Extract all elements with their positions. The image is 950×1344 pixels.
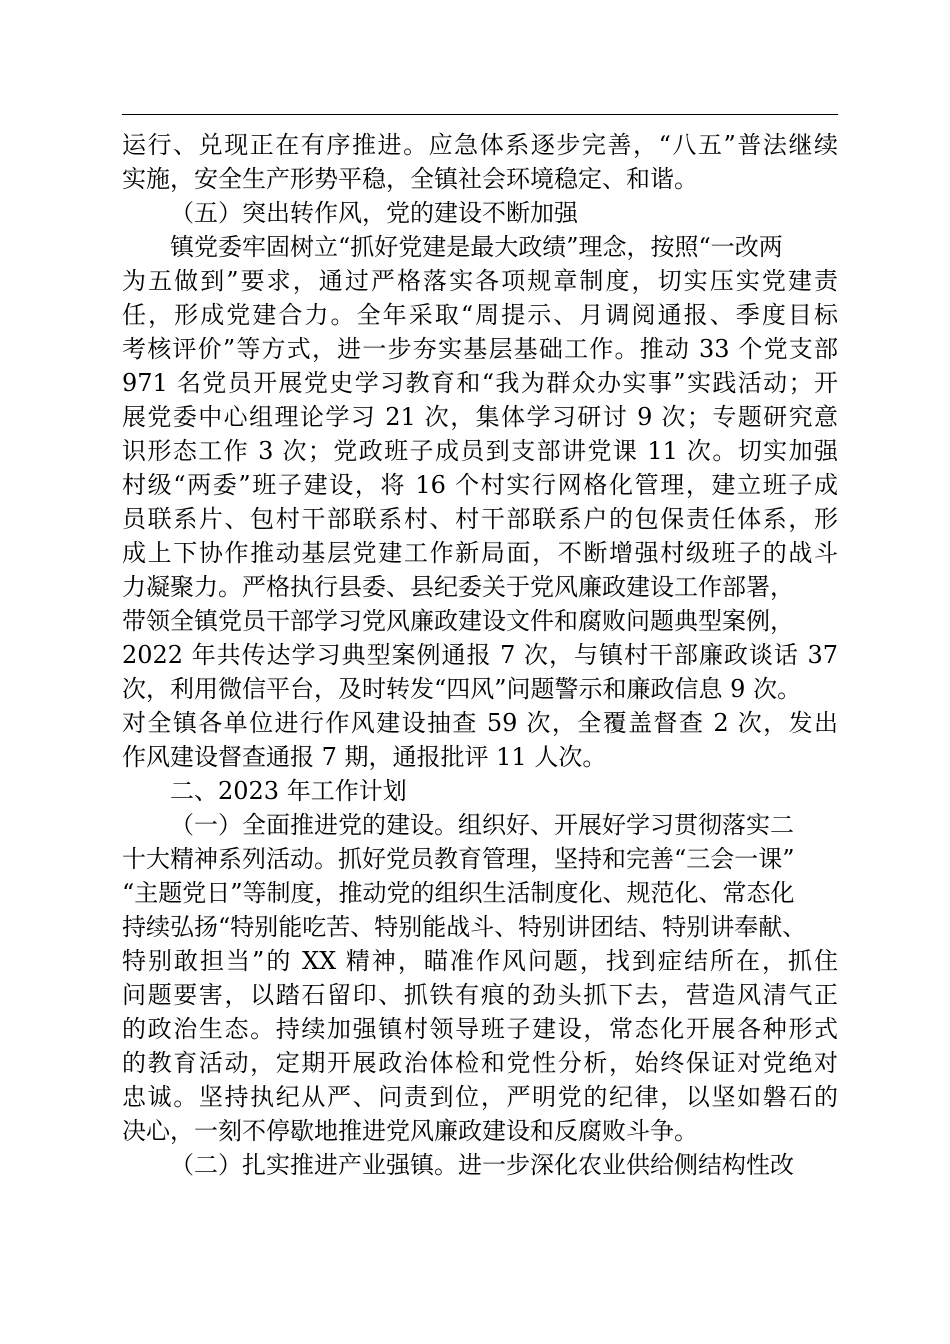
body-line: 特别敢担当”的 XX 精神，瞄准作风问题，找到症结所在，抓住 [122,947,838,975]
body-line: 决心，一刻不停歇地推进党风廉政建设和反腐败斗争。 [122,1117,698,1145]
body-line: 识形态工作 3 次；党政班子成员到支部讲党课 11 次。切实加强 [122,437,838,465]
body-line: 村级“两委”班子建设，将 16 个村实行网格化管理，建立班子成 [122,471,838,499]
body-line: 971 名党员开展党史学习教育和“我为群众办实事”实践活动；开 [122,369,838,397]
body-line: （一）全面推进党的建设。组织好、开展好学习贯彻落实二 [170,811,794,839]
body-line: 作风建设督查通报 7 期，通报批评 11 人次。 [122,743,607,771]
body-line: 忠诚。坚持执纪从严、问责到位，严明党的纪律，以坚如磐石的 [122,1083,838,1111]
document-body [122,128,842,1182]
body-line: 对全镇各单位进行作风建设抽查 59 次，全覆盖督查 2 次，发出 [122,709,838,737]
body-line: 的教育活动，定期开展政治体检和党性分析，始终保证对党绝对 [122,1049,838,1077]
body-line: 2022 年共传达学习典型案例通报 7 次，与镇村干部廉政谈话 37 [122,641,838,669]
body-line: 成上下协作推动基层党建工作新局面，不断增强村级班子的战斗 [122,539,838,567]
body-line: 力凝聚力。严格执行县委、县纪委关于党风廉政建设工作部署， [122,573,794,601]
body-line: 考核评价”等方式，进一步夯实基层基础工作。推动 33 个党支部 [122,335,838,363]
body-line: 的政治生态。持续加强镇村领导班子建设，常态化开展各种形式 [122,1015,838,1043]
body-line: 实施，安全生产形势平稳，全镇社会环境稳定、和谐。 [122,165,698,193]
body-line: 运行、兑现正在有序推进。应急体系逐步完善，“八五”普法继续 [122,131,838,159]
body-line: 为五做到”要求，通过严格落实各项规章制度，切实压实党建责 [122,267,838,295]
body-line: 镇党委牢固树立“抓好党建是最大政绩”理念，按照“一改两 [170,233,783,261]
body-line: 次，利用微信平台，及时转发“四风”问题警示和廉政信息 9 次。 [122,675,802,703]
body-line: “主题党日”等制度，推动党的组织生活制度化、规范化、常态化 [122,879,795,907]
body-line: 任，形成党建合力。全年采取“周提示、月调阅通报、季度目标 [122,301,838,329]
header-rule [122,114,838,115]
body-line: 带领全镇党员干部学习党风廉政建设文件和腐败问题典型案例， [122,607,794,635]
body-line: （二）扎实推进产业强镇。进一步深化农业供给侧结构性改 [170,1151,794,1179]
section-heading: （五）突出转作风，党的建设不断加强 [170,199,578,227]
body-line: 展党委中心组理论学习 21 次，集体学习研讨 9 次；专题研究意 [122,403,838,431]
body-line: 十大精神系列活动。抓好党员教育管理，坚持和完善“三会一课” [122,845,795,873]
body-line: 员联系片、包村干部联系村、村干部联系户的包保责任体系，形 [122,505,838,533]
section-heading: 二、2023 年工作计划 [170,777,407,805]
body-line: 问题要害，以踏石留印、抓铁有痕的劲头抓下去，营造风清气正 [122,981,838,1009]
body-line: 持续弘扬“特别能吃苦、特别能战斗、特别讲团结、特别讲奉献、 [122,913,807,941]
